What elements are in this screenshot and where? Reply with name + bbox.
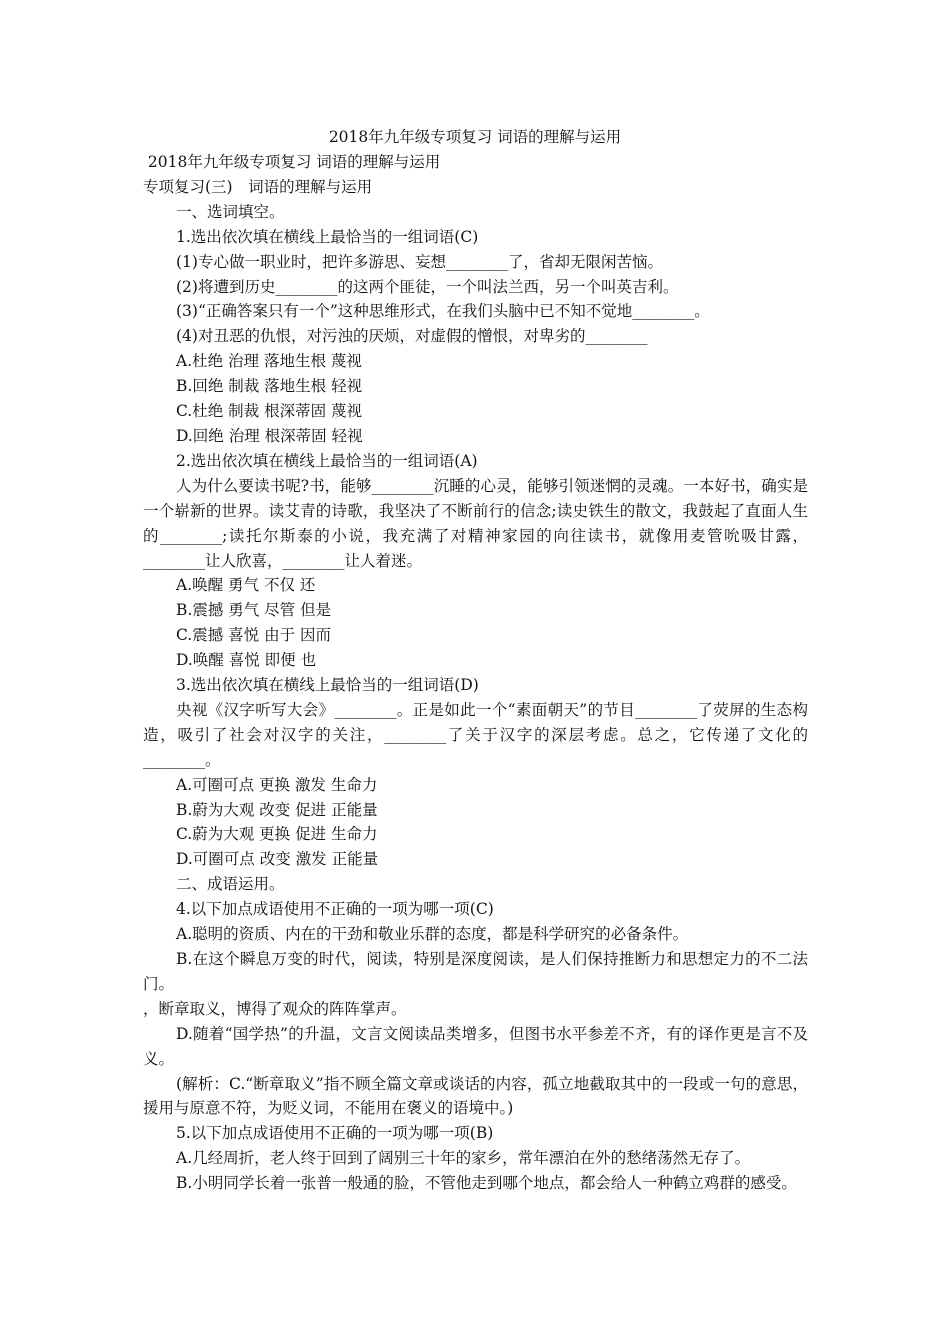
part-heading: 一、选词填空。 <box>176 202 285 221</box>
answer-option: B.在这个瞬息万变的时代，阅读，特别是深度阅读，是人们保持推断力和思想定力的不二法门。 <box>143 950 808 993</box>
answer-option: A.可圈可点 更换 激发 生命力 <box>176 775 378 794</box>
question-item: (4)对丑恶的仇恨，对污浊的厌烦，对虚假的憎恨，对卑劣的________ <box>176 327 648 346</box>
answer-option: B.蔚为大观 改变 促进 正能量 <box>176 800 378 819</box>
answer-option-fragment: ，断章取义，博得了观众的阵阵掌声。 <box>143 999 407 1018</box>
question-stem: 3.选出依次填在横线上最恰当的一组词语(D) <box>176 676 479 695</box>
answer-option: B.震撼 勇气 尽管 但是 <box>176 601 332 620</box>
section-title: 专项复习(三) 词语的理解与运用 <box>143 177 373 196</box>
question-stem: 5.以下加点成语使用不正确的一项为哪一项(B) <box>176 1124 494 1143</box>
answer-option: A.杜绝 治理 落地生根 蔑视 <box>176 352 362 371</box>
answer-option: C.蔚为大观 更换 促进 生命力 <box>176 825 378 844</box>
answer-option: B.小明同学长着一张普一般通的脸，不管他走到哪个地点，都会给人一种鹤立鸡群的感受。 <box>176 1174 797 1193</box>
answer-option: D.唤醒 喜悦 即便 也 <box>176 651 317 670</box>
answer-option: C.震撼 喜悦 由于 因而 <box>176 626 332 645</box>
answer-option: C.杜绝 制裁 根深蒂固 蔑视 <box>176 402 363 421</box>
part-heading: 二、成语运用。 <box>176 875 285 894</box>
answer-option: A.聪明的资质、内在的干劲和敬业乐群的态度，都是科学研究的必备条件。 <box>176 925 689 944</box>
answer-option: D.回绝 治理 根深蒂固 轻视 <box>176 426 363 445</box>
question-item: (1)专心做一职业时，把许多游思、妄想________了，省却无限闲苦恼。 <box>176 252 663 271</box>
answer-option: D.可圈可点 改变 激发 正能量 <box>176 850 379 869</box>
explanation: (解析：C.“断章取义”指不顾全篇文章或谈话的内容，孤立地截取其中的一段或一句的意思，援用与原意不符，为贬义词，不能用在褒义的语境中。) <box>143 1074 808 1118</box>
document-title: 2018年九年级专项复习 词语的理解与运用 <box>328 128 622 146</box>
question-stem: 2.选出依次填在横线上最恰当的一组词语(A) <box>176 451 478 470</box>
question-item: (2)将遭到历史________的这两个匪徒，一个叫法兰西，另一个叫英吉利。 <box>176 277 679 296</box>
question-passage: 人为什么要读书呢?书，能够________沉睡的心灵，能够引领迷惘的灵魂。一本好书，确实是一个崭新的世界。读艾青的诗歌，我坚决了不断前行的信念;读史铁生的散文，我鼓起了直面人生的________;读托尔斯泰的小说，我充满了对精神家园的向往读书，就像用麦管吮吸甘露，________让人欣喜，________让人着迷。 <box>143 476 808 570</box>
answer-option: B.回绝 制裁 落地生根 轻视 <box>176 377 363 396</box>
question-item: (3)“正确答案只有一个”这种思维形式，在我们头脑中已不知不觉地________。 <box>176 302 710 321</box>
question-stem: 1.选出依次填在横线上最恰当的一组词语(C) <box>176 227 479 246</box>
question-stem: 4.以下加点成语使用不正确的一项为哪一项(C) <box>176 900 494 919</box>
answer-option: D.随着“国学热”的升温，文言文阅读品类增多，但图书水平参差不齐，有的译作更是言不及义。 <box>143 1024 808 1068</box>
document-subtitle: 2018年九年级专项复习 词语的理解与运用 <box>143 153 441 171</box>
answer-option: A.唤醒 勇气 不仅 还 <box>176 576 316 595</box>
document-body <box>143 150 808 1196</box>
question-passage: 央视《汉字听写大会》________。正是如此一个“素面朝天”的节目________了荧屏的生态构造，吸引了社会对汉字的关注，________了关于汉字的深层考虑。总之，它传递了文化的________。 <box>143 700 808 769</box>
answer-option: A.几经周折，老人终于回到了阔别三十年的家乡，常年漂泊在外的愁绪荡然无存了。 <box>176 1149 751 1168</box>
